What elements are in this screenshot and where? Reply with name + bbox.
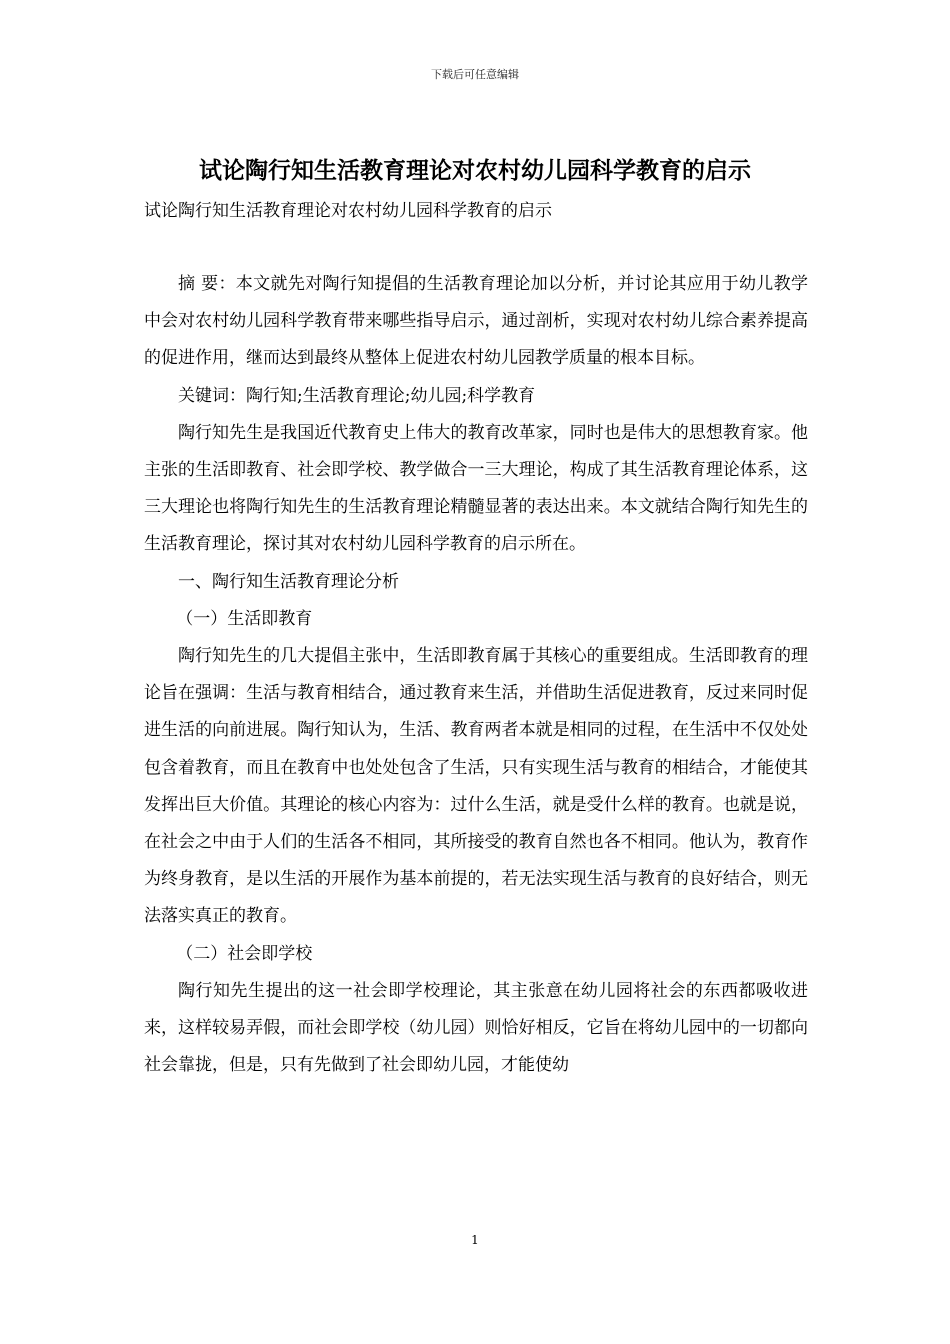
document-body xyxy=(144,266,808,1084)
section-heading: 一、陶行知生活教育理论分析 xyxy=(178,571,399,592)
page-number: 1 xyxy=(471,1233,479,1247)
intro-paragraph: 陶行知先生是我国近代教育史上伟大的教育改革家，同时也是伟大的思想教育家。他主张的生活即教育、社会即学校、教学做合一三大理论，构成了其生活教育理论体系，这三大理论也将陶行知先生的生活教育理论精髓显著的表达出来。本文就结合陶行知先生的生活教育理论，探讨其对农村幼儿园科学教育的启示所在。 xyxy=(144,422,808,555)
body-paragraph: 陶行知先生的几大提倡主张中，生活即教育属于其核心的重要组成。生活即教育的理论旨在强调：生活与教育相结合，通过教育来生活，并借助生活促进教育，反过来同时促进生活的向前进展。陶行知认为，生活、教育两者本就是相同的过程，在生活中不仅处处包含着教育，而且在教育中也处处包含了生活，只有实现生活与教育的相结合，才能使其发挥出巨大价值。其理论的核心内容为：过什么生活，就是受什么样的教育。也就是说，在社会之中由于人们的生活各不相同，其所接受的教育自然也各不相同。他认为，教育作为终身教育，是以生活的开展作为基本前提的，若无法实现生活与教育的良好结合，则无法落实真正的教育。 xyxy=(144,646,808,927)
abstract-paragraph: 摘 要：本文就先对陶行知提倡的生活教育理论加以分析，并讨论其应用于幼儿教学中会对农村幼儿园科学教育带来哪些指导启示，通过剖析，实现对农村幼儿综合素养提高的促进作用，继而达到最终从整体上促进农村幼儿园教学质量的根本目标。 xyxy=(144,274,808,369)
body-paragraph: 陶行知先生提出的这一社会即学校理论，其主张意在幼儿园将社会的东西都吸收进来，这样较易弄假，而社会即学校（幼儿园）则恰好相反，它旨在将幼儿园中的一切都向社会靠拢，但是，只有先做到了社会即幼儿园，才能使幼 xyxy=(144,980,808,1076)
subsection-heading: （一）生活即教育 xyxy=(176,608,313,629)
keywords-paragraph: 关键词：陶行知;生活教育理论;幼儿园;科学教育 xyxy=(178,385,536,406)
subsection-heading: （二）社会即学校 xyxy=(176,943,313,964)
document-title: 试论陶行知生活教育理论对农村幼儿园科学教育的启示 xyxy=(199,157,751,184)
document-subtitle: 试论陶行知生活教育理论对农村幼儿园科学教育的启示 xyxy=(144,201,552,221)
page-header-note: 下载后可任意编辑 xyxy=(431,68,519,81)
